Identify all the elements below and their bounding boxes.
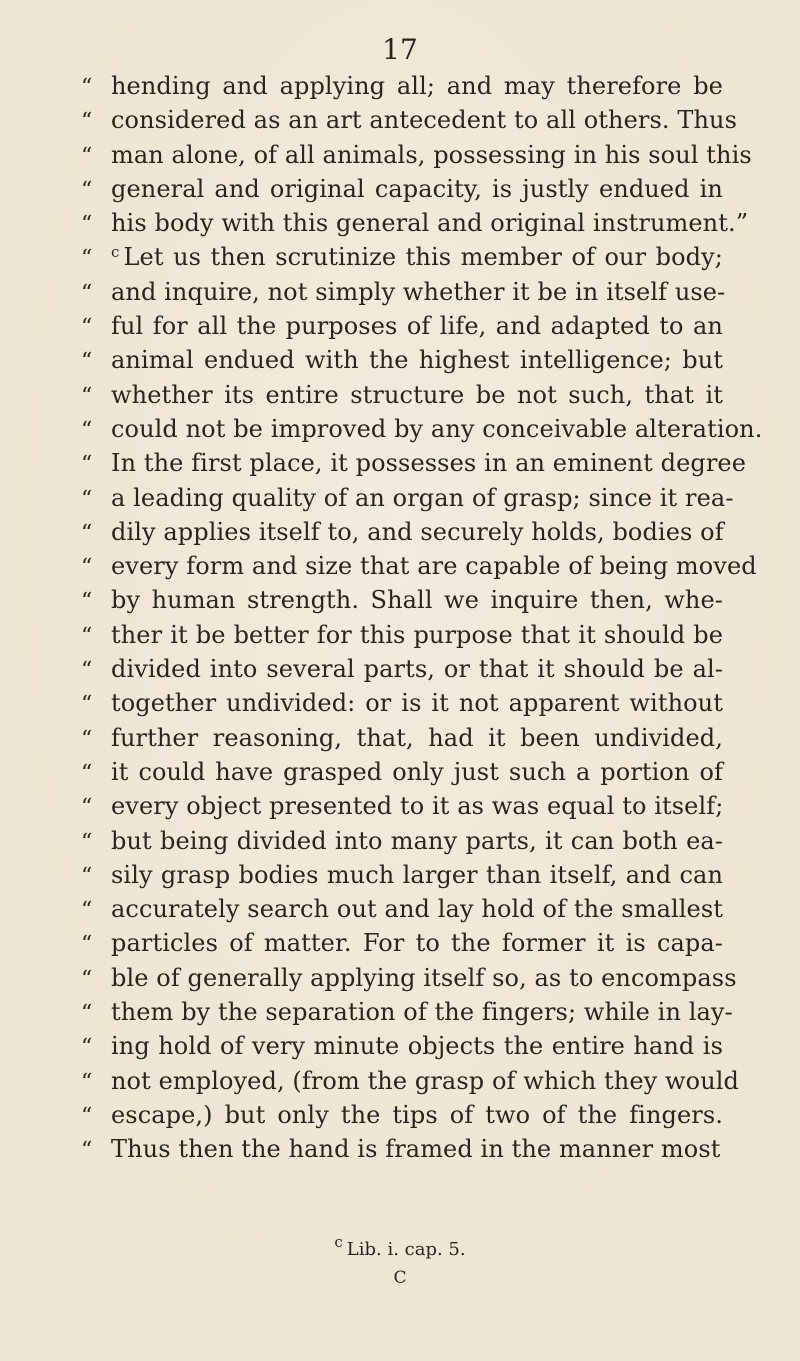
- quote-mark: “: [81, 1103, 93, 1129]
- line-content: a leading quality of an organ of grasp; since it rea-: [111, 483, 734, 512]
- line-content: ther it be better for this purpose that it should be: [111, 620, 723, 649]
- text-line: [81, 621, 723, 655]
- text-line: [81, 277, 726, 312]
- quote-mark: “: [81, 246, 93, 272]
- quote-mark: “: [81, 452, 93, 478]
- line-text: [111, 621, 723, 649]
- quote-mark: “: [81, 417, 93, 443]
- line-text: [111, 278, 725, 306]
- line-text: [111, 929, 723, 957]
- quote-mark: “: [81, 486, 93, 512]
- line-text: [111, 243, 723, 271]
- line-content: every object presented to it as was equal to itself;: [111, 792, 724, 821]
- quote-mark: “: [81, 726, 93, 752]
- page-number: 17: [382, 33, 418, 66]
- quote-mark: “: [81, 658, 93, 684]
- text-line: [81, 724, 723, 758]
- line-content: them by the separation of the fingers; while in lay-: [111, 998, 733, 1027]
- text-line: [81, 381, 723, 415]
- line-text: [111, 72, 723, 100]
- signature-mark: C: [393, 1268, 407, 1288]
- text-line: [81, 963, 737, 998]
- text-line: [81, 552, 757, 586]
- line-text: [111, 346, 723, 374]
- text-line: [81, 792, 723, 826]
- quote-mark: “: [81, 177, 93, 203]
- line-text: [111, 1135, 723, 1163]
- text-line: [81, 689, 723, 723]
- line-content: together undivided: or is it not apparent without: [111, 689, 723, 718]
- text-line: [81, 827, 723, 861]
- line-text: [111, 792, 723, 820]
- line-content: Let us then scrutinize this member of our body;: [123, 243, 723, 272]
- line-text: [111, 106, 737, 134]
- text-line: [81, 758, 723, 792]
- line-content: it could have grasped only just such a portion of: [111, 757, 723, 786]
- text-line: [81, 998, 733, 1032]
- text-line: [81, 1135, 723, 1169]
- line-content: but being divided into many parts, it can both ea-: [111, 826, 723, 855]
- line-text: [111, 484, 734, 512]
- line-text: [111, 449, 746, 477]
- line-text: [111, 998, 733, 1026]
- line-content: could not be improved by any conceivable alteration.: [111, 414, 763, 443]
- line-text: [111, 689, 723, 717]
- line-text: [111, 381, 723, 409]
- quote-mark: “: [81, 520, 93, 546]
- quote-mark: “: [81, 555, 93, 581]
- quote-mark: “: [81, 143, 93, 169]
- line-content: particles of matter. For to the former it is capa-: [111, 929, 723, 958]
- line-content: Thus then the hand is framed in the manner most: [111, 1135, 721, 1164]
- line-content: In the first place, it possesses in an eminent degree: [111, 449, 747, 478]
- text-line: [81, 312, 723, 346]
- line-text: [111, 1032, 723, 1060]
- line-content: further reasoning, that, had it been undivided,: [111, 723, 723, 752]
- line-text: [111, 141, 752, 169]
- text-line: [81, 895, 723, 929]
- text-line: [81, 243, 723, 277]
- line-content: dily applies itself to, and securely holds, bodies of: [111, 517, 724, 546]
- footnote-reference: c: [111, 243, 120, 262]
- line-content: by human strength. Shall we inquire then, whe-: [111, 586, 723, 615]
- quote-mark: “: [81, 1069, 93, 1095]
- line-text: [111, 175, 723, 203]
- line-content: every form and size that are capable of being moved: [111, 552, 757, 581]
- text-line: [81, 929, 723, 963]
- line-content: his body with this general and original instrument.”: [111, 209, 749, 238]
- quote-mark: “: [81, 75, 93, 100]
- line-text: [111, 415, 762, 443]
- line-content: ble of generally applying itself so, as to encompass: [111, 963, 737, 992]
- line-text: [111, 758, 723, 786]
- quote-mark: “: [81, 1035, 93, 1061]
- text-line: [81, 414, 763, 449]
- footnote-marker: c: [334, 1233, 343, 1251]
- line-content: considered as an art antecedent to all others. Thus: [111, 106, 737, 135]
- text-line: [81, 175, 723, 209]
- text-line: [81, 586, 723, 620]
- line-text: [111, 586, 723, 614]
- quote-mark: “: [81, 966, 93, 992]
- line-content: ing hold of very minute objects the entire hand is: [111, 1032, 723, 1061]
- quote-mark: “: [81, 829, 93, 855]
- text-line: [81, 483, 734, 518]
- quote-mark: “: [81, 1138, 93, 1164]
- line-content: general and original capacity, is justly endued in: [111, 174, 723, 203]
- line-text: [111, 655, 723, 683]
- line-text: [111, 724, 723, 752]
- line-content: and inquire, not simply whether it be in itself use-: [111, 277, 726, 306]
- line-content: accurately search out and lay hold of the smallest: [111, 895, 723, 924]
- line-text: [111, 209, 748, 237]
- line-text: [111, 1101, 723, 1129]
- text-line: [81, 1066, 739, 1101]
- line-content: divided into several parts, or that it should be al-: [111, 655, 723, 684]
- body-text: [81, 72, 763, 1170]
- quote-mark: “: [81, 280, 93, 306]
- line-content: hending and applying all; and may therefore be: [111, 72, 723, 100]
- quote-mark: “: [81, 383, 93, 409]
- footnote: [0, 1233, 800, 1260]
- line-text: [111, 1067, 739, 1095]
- quote-mark: “: [81, 349, 93, 375]
- text-line: [81, 106, 737, 140]
- quote-mark: “: [81, 623, 93, 649]
- quote-mark: “: [81, 212, 93, 238]
- footnote-text: Lib. i. cap. 5.: [346, 1239, 466, 1260]
- line-text: [111, 861, 723, 889]
- quote-mark: “: [81, 109, 93, 135]
- text-line: [81, 655, 723, 689]
- text-line: [81, 1101, 723, 1135]
- quote-mark: “: [81, 863, 93, 889]
- line-content: man alone, of all animals, possessing in his soul this: [111, 140, 752, 169]
- quote-mark: “: [81, 795, 93, 821]
- line-content: escape,) but only the tips of two of the fingers.: [111, 1100, 723, 1129]
- line-text: [111, 518, 724, 546]
- quote-mark: “: [81, 1001, 93, 1027]
- line-text: [111, 964, 737, 992]
- line-content: ful for all the purposes of life, and adapted to an: [111, 312, 723, 341]
- quote-mark: “: [81, 760, 93, 786]
- line-text: [111, 895, 723, 923]
- quote-mark: “: [81, 898, 93, 924]
- text-line: [81, 209, 749, 243]
- text-line: [81, 449, 747, 483]
- line-text: [111, 552, 757, 580]
- text-line: [81, 1032, 723, 1066]
- quote-mark: “: [81, 932, 93, 958]
- text-line: [81, 518, 723, 552]
- text-line: [81, 140, 752, 175]
- line-content: animal endued with the highest intelligence; but: [111, 346, 723, 375]
- line-content: not employed, (from the grasp of which they would: [111, 1066, 739, 1095]
- quote-mark: “: [81, 589, 93, 615]
- quote-mark: “: [81, 315, 93, 341]
- text-line: [81, 861, 723, 895]
- line-content: whether its entire structure be not such, that it: [111, 380, 723, 409]
- quote-mark: “: [81, 692, 93, 718]
- text-line: [81, 72, 723, 106]
- line-content: sily grasp bodies much larger than itself, and can: [111, 860, 723, 889]
- text-line: [81, 346, 723, 380]
- line-text: [111, 827, 723, 855]
- line-text: [111, 312, 723, 340]
